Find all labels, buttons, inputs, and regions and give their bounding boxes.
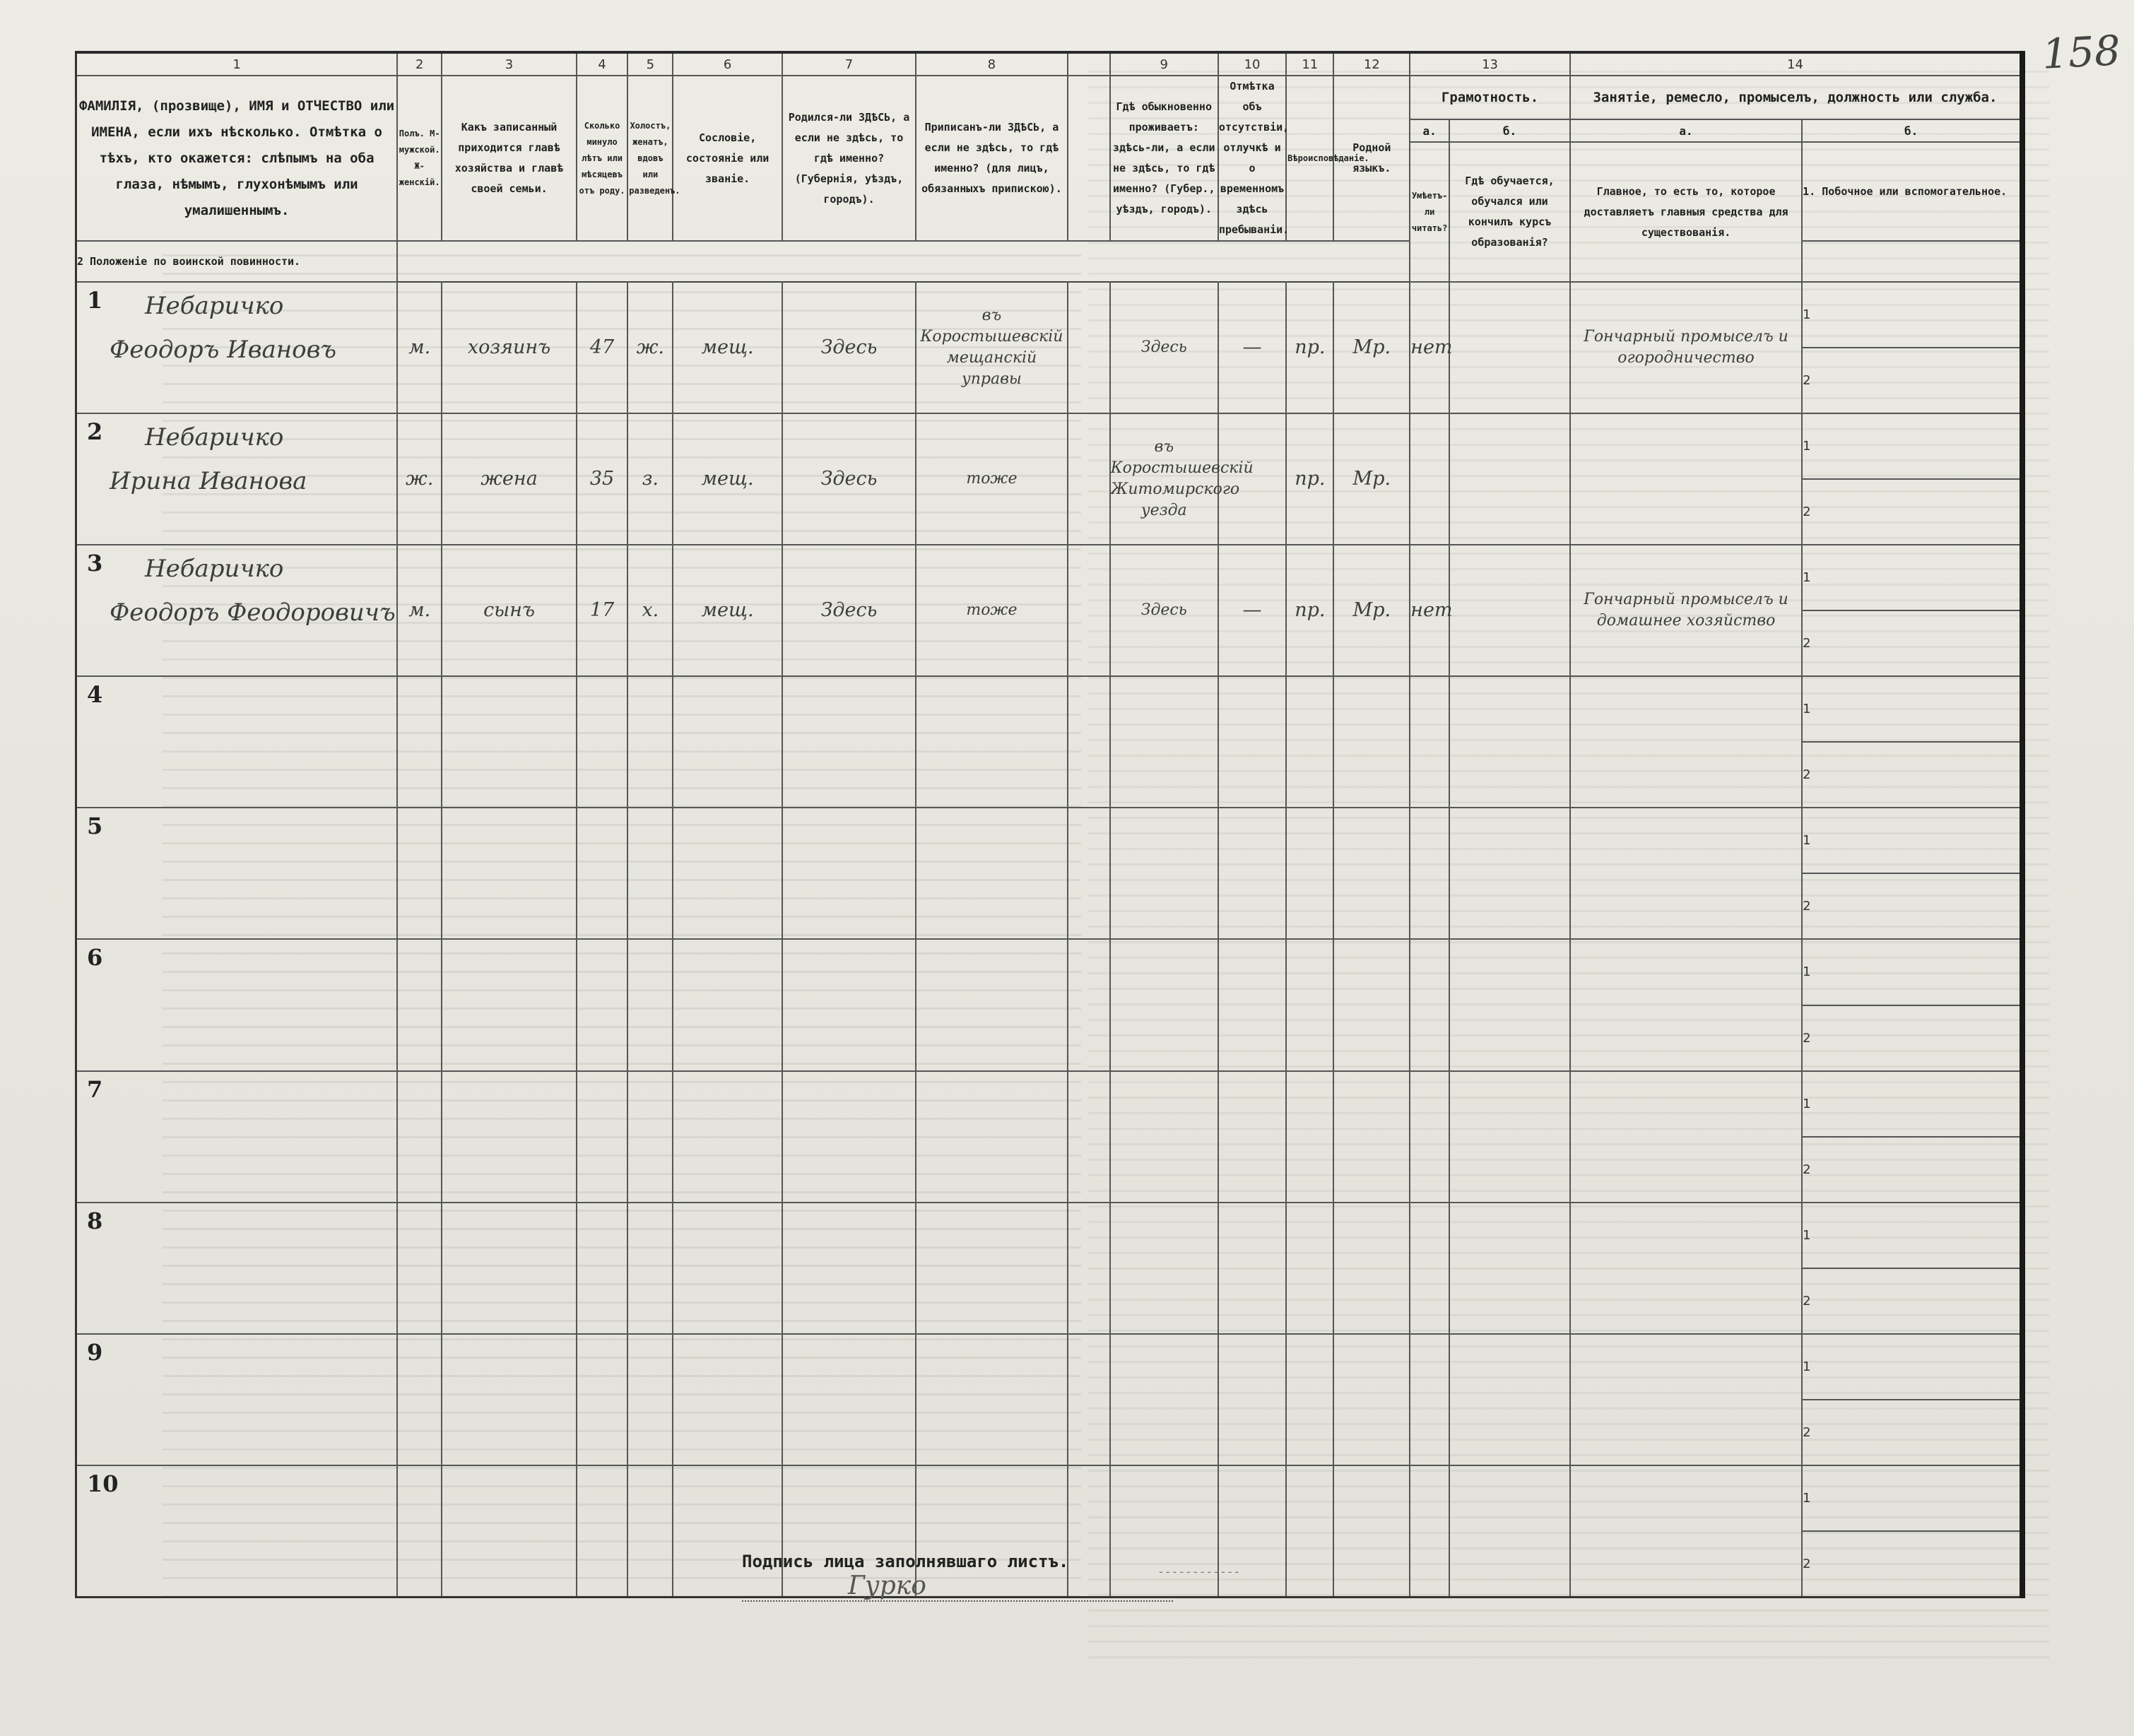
header-religion: Вѣроисповѣданіе.	[1286, 76, 1333, 241]
cell-secondary-occupation: 1	[1802, 676, 2022, 742]
cell-estate: мещ.	[673, 545, 782, 676]
cell-absence	[1218, 1071, 1286, 1203]
cell-military-status: 2	[1802, 348, 2022, 413]
cell-gap	[1068, 676, 1110, 808]
cell-name	[76, 282, 398, 413]
name-line-1	[95, 940, 396, 941]
cell-birthplace: Здесь	[782, 282, 916, 413]
cell-estate	[673, 1071, 782, 1203]
cell-estate: мещ.	[673, 413, 782, 545]
cell-can-read	[1410, 1465, 1449, 1598]
cell-age: 35	[577, 413, 627, 545]
cell-absence	[1218, 939, 1286, 1070]
table-row	[76, 1334, 2023, 1400]
name-line-2: Ирина Иванова	[110, 467, 307, 496]
cell-secondary-occupation: 1	[1802, 1334, 2022, 1400]
cell-can-read: нет	[1410, 545, 1449, 676]
cell-name	[76, 808, 398, 939]
cell-military-status: 2	[1802, 1005, 2022, 1071]
cell-name	[76, 1071, 398, 1203]
cell-education	[1449, 676, 1570, 808]
cell-registration	[916, 939, 1067, 1070]
cell-registration: тоже	[916, 545, 1067, 676]
cell-absence	[1218, 676, 1286, 808]
cell-main-occupation: Гончарный промыселъ и домашнее хозяйство	[1570, 545, 1802, 676]
cell-main-occupation	[1570, 1465, 1802, 1598]
colnum-5: 5	[627, 52, 673, 76]
cell-residence	[1110, 676, 1218, 808]
header-education: Гдѣ обучается, обучался или кончилъ курсъ образованія?	[1449, 142, 1570, 282]
cell-relation	[442, 939, 577, 1070]
cell-sex	[397, 1203, 442, 1334]
cell-age	[577, 1203, 627, 1334]
cell-main-occupation	[1570, 1334, 1802, 1465]
cell-language	[1333, 1203, 1410, 1334]
cell-relation	[442, 676, 577, 808]
name-line-2: Феодоръ Ивановъ	[110, 336, 337, 364]
cell-birthplace	[782, 1203, 916, 1334]
cell-gap	[1068, 1203, 1110, 1334]
header-sex: Полъ. М-мужской. Ж-женскій.	[397, 76, 442, 241]
signature-label: Подпись лица заполнявшаго листъ.	[742, 1552, 1069, 1571]
cell-military-status: 2	[1802, 1137, 2022, 1203]
row-number: 1	[87, 287, 103, 314]
cell-registration	[916, 1071, 1067, 1203]
cell-relation	[442, 1465, 577, 1598]
cell-secondary-occupation: 1	[1802, 808, 2022, 873]
name-line-1	[95, 677, 396, 678]
header-residence: Гдѣ обыкновенно проживаетъ: здѣсь-ли, а если не здѣсь, то гдѣ именно? (Губер., уѣздъ, городъ).	[1110, 76, 1218, 241]
cell-age	[577, 1334, 627, 1465]
table-row	[76, 1071, 2023, 1137]
colnum-8: 8	[916, 52, 1067, 76]
cell-age	[577, 808, 627, 939]
cell-language	[1333, 1465, 1410, 1598]
cell-estate	[673, 1203, 782, 1334]
header-secondary-occupation: 1. Побочное или вспомогательное.	[1802, 142, 2022, 241]
cell-absence: —	[1218, 545, 1286, 676]
cell-birthplace: Здесь	[782, 413, 916, 545]
cell-birthplace	[782, 808, 916, 939]
cell-education	[1449, 545, 1570, 676]
cell-main-occupation	[1570, 808, 1802, 939]
header-occupation-b-label: б.	[1802, 119, 2022, 142]
cell-education	[1449, 808, 1570, 939]
name-line-1	[95, 1335, 396, 1336]
cell-birthplace	[782, 1334, 916, 1465]
cell-estate	[673, 676, 782, 808]
cell-main-occupation	[1570, 676, 1802, 808]
name-line-2: Феодоръ Феодоровичъ	[110, 598, 396, 627]
cell-estate: мещ.	[673, 282, 782, 413]
row-number: 9	[87, 1338, 103, 1366]
footer-mark: ------------	[1159, 1565, 1242, 1578]
colnum-3: 3	[442, 52, 577, 76]
header-estate: Сословіе, состояніе или званіе.	[673, 76, 782, 241]
cell-religion: пр.	[1286, 413, 1333, 545]
cell-marital	[627, 676, 673, 808]
cell-education	[1449, 1203, 1570, 1334]
cell-sex	[397, 676, 442, 808]
cell-marital: з.	[627, 413, 673, 545]
table-row	[76, 808, 2023, 873]
colnum-9: 9	[1110, 52, 1218, 76]
cell-gap	[1068, 413, 1110, 545]
cell-birthplace	[782, 676, 916, 808]
cell-marital	[627, 808, 673, 939]
cell-can-read	[1410, 413, 1449, 545]
colnum-14: 14	[1570, 52, 2022, 76]
header-occupation: Занятіе, ремесло, промыселъ, должность или служба.	[1570, 76, 2022, 119]
cell-absence	[1218, 808, 1286, 939]
colnum-12: 12	[1333, 52, 1410, 76]
row-number: 10	[87, 1470, 119, 1497]
name-line-1: Небаричко	[145, 555, 284, 584]
cell-birthplace	[782, 1071, 916, 1203]
colnum-13: 13	[1410, 52, 1570, 76]
cell-gap	[1068, 1071, 1110, 1203]
cell-registration	[916, 1203, 1067, 1334]
cell-age	[577, 676, 627, 808]
cell-military-status: 2	[1802, 742, 2022, 808]
cell-registration: тоже	[916, 413, 1067, 545]
row-number: 4	[87, 681, 103, 709]
header-literacy: Грамотность.	[1410, 76, 1570, 119]
cell-residence	[1110, 1334, 1218, 1465]
header-language: Родной языкъ.	[1333, 76, 1410, 241]
signature-block	[742, 1552, 1194, 1602]
row-number: 5	[87, 813, 103, 840]
header-literacy-b-label: б.	[1449, 119, 1570, 142]
signature-value: Гурко	[742, 1571, 1173, 1602]
cell-language: Мр.	[1333, 545, 1410, 676]
cell-marital	[627, 1465, 673, 1598]
header-main-occupation: Главное, то есть то, которое доставляетъ главныя средства для существованія.	[1570, 142, 1802, 282]
header-military-status: 2 Положеніе по воинской повинности.	[76, 241, 398, 282]
cell-sex	[397, 808, 442, 939]
cell-can-read	[1410, 939, 1449, 1070]
cell-name	[76, 413, 398, 545]
cell-estate	[673, 939, 782, 1070]
sheet-number: 158	[2041, 26, 2122, 78]
cell-gap	[1068, 808, 1110, 939]
cell-education	[1449, 1071, 1570, 1203]
cell-education	[1449, 1334, 1570, 1465]
cell-age	[577, 939, 627, 1070]
name-line-1	[95, 808, 396, 810]
colnum-1: 1	[76, 52, 398, 76]
cell-can-read	[1410, 1334, 1449, 1465]
cell-education	[1449, 282, 1570, 413]
cell-estate	[673, 1334, 782, 1465]
cell-sex: ж.	[397, 413, 442, 545]
cell-can-read	[1410, 1071, 1449, 1203]
header-registration: Приписанъ-ли ЗДѢСЬ, а если не здѣсь, то гдѣ именно? (для лицъ, обязанныхъ припискою).	[916, 76, 1067, 241]
cell-main-occupation	[1570, 1203, 1802, 1334]
cell-sex	[397, 1334, 442, 1465]
colnum-7: 7	[782, 52, 916, 76]
cell-gap	[1068, 939, 1110, 1070]
cell-name	[76, 939, 398, 1070]
cell-military-status: 2	[1802, 873, 2022, 939]
cell-education	[1449, 413, 1570, 545]
header-relation: Какъ записанный приходится главѣ хозяйства и главѣ своей семьи.	[442, 76, 577, 241]
cell-secondary-occupation: 1	[1802, 1465, 2022, 1531]
header-age: Сколько минуло лѣтъ или мѣсяцевъ отъ роду.	[577, 76, 627, 241]
table-row	[76, 939, 2023, 1005]
cell-estate	[673, 808, 782, 939]
cell-residence: въ Коростышевскій Житомирского уезда	[1110, 413, 1218, 545]
cell-marital	[627, 1203, 673, 1334]
cell-age	[577, 1465, 627, 1598]
colnum-gap	[1068, 52, 1110, 76]
cell-gap	[1068, 282, 1110, 413]
cell-military-status: 2	[1802, 610, 2022, 676]
cell-name	[76, 1334, 398, 1465]
name-line-1	[95, 1466, 396, 1468]
cell-marital: х.	[627, 545, 673, 676]
cell-registration	[916, 676, 1067, 808]
row-number: 7	[87, 1075, 103, 1103]
cell-religion	[1286, 808, 1333, 939]
cell-religion	[1286, 1071, 1333, 1203]
cell-relation	[442, 1071, 577, 1203]
table-row	[76, 413, 2023, 479]
cell-language	[1333, 1334, 1410, 1465]
cell-language	[1333, 676, 1410, 808]
cell-sex	[397, 1071, 442, 1203]
cell-secondary-occupation: 1	[1802, 1071, 2022, 1137]
cell-main-occupation	[1570, 413, 1802, 545]
cell-main-occupation: Гончарный промыселъ и огородничество	[1570, 282, 1802, 413]
cell-residence	[1110, 939, 1218, 1070]
cell-language	[1333, 939, 1410, 1070]
cell-can-read	[1410, 676, 1449, 808]
cell-military-status: 2	[1802, 1531, 2022, 1598]
row-number: 6	[87, 944, 103, 972]
cell-absence: —	[1218, 282, 1286, 413]
cell-sex	[397, 1465, 442, 1598]
cell-religion	[1286, 676, 1333, 808]
cell-name	[76, 1203, 398, 1334]
cell-registration	[916, 1334, 1067, 1465]
cell-residence: Здесь	[1110, 545, 1218, 676]
cell-relation	[442, 1203, 577, 1334]
census-table	[75, 51, 2025, 1598]
header-name: ФАМИЛІЯ, (прозвище), ИМЯ и ОТЧЕСТВО или ИМЕНА, если ихъ нѣсколько. Отмѣтка о тѣхъ, кто окажется: слѣпымъ на оба глаза, нѣмымъ, глухонѣмымъ или умалишеннымъ.	[76, 76, 398, 241]
cell-religion: пр.	[1286, 282, 1333, 413]
cell-secondary-occupation: 1	[1802, 1203, 2022, 1268]
cell-name	[76, 545, 398, 676]
cell-main-occupation	[1570, 939, 1802, 1070]
cell-relation	[442, 808, 577, 939]
cell-marital	[627, 1071, 673, 1203]
cell-name	[76, 676, 398, 808]
header-can-read: Умѣетъ-ли читать?	[1410, 142, 1449, 282]
cell-residence	[1110, 808, 1218, 939]
header-literacy-a-label: а.	[1410, 119, 1449, 142]
table-row	[76, 1465, 2023, 1531]
cell-secondary-occupation: 1	[1802, 413, 2022, 479]
cell-sex: м.	[397, 282, 442, 413]
cell-religion	[1286, 1465, 1333, 1598]
cell-main-occupation	[1570, 1071, 1802, 1203]
cell-can-read	[1410, 1203, 1449, 1334]
cell-residence	[1110, 1203, 1218, 1334]
cell-language	[1333, 1071, 1410, 1203]
cell-absence	[1218, 413, 1286, 545]
cell-military-status: 2	[1802, 479, 2022, 545]
cell-relation: сынъ	[442, 545, 577, 676]
colnum-6: 6	[673, 52, 782, 76]
cell-age	[577, 1071, 627, 1203]
cell-can-read	[1410, 808, 1449, 939]
row-number: 2	[87, 418, 103, 446]
cell-gap	[1068, 1334, 1110, 1465]
colnum-4: 4	[577, 52, 627, 76]
cell-marital	[627, 1334, 673, 1465]
cell-religion	[1286, 939, 1333, 1070]
cell-language: Мр.	[1333, 282, 1410, 413]
header-row-1	[76, 76, 2023, 119]
cell-secondary-occupation: 1	[1802, 545, 2022, 610]
table-row	[76, 1203, 2023, 1268]
cell-sex: м.	[397, 545, 442, 676]
cell-religion	[1286, 1203, 1333, 1334]
name-line-1	[95, 1072, 396, 1073]
cell-relation	[442, 1334, 577, 1465]
cell-military-status: 2	[1802, 1268, 2022, 1334]
name-line-1: Небаричко	[145, 423, 284, 452]
colnum-11: 11	[1286, 52, 1333, 76]
header-birthplace: Родился-ли ЗДѢСЬ, а если не здѣсь, то гдѣ именно? (Губернія, уѣздъ, городъ).	[782, 76, 916, 241]
cell-education	[1449, 939, 1570, 1070]
cell-gap	[1068, 545, 1110, 676]
cell-residence: Здесь	[1110, 282, 1218, 413]
colnum-2: 2	[397, 52, 442, 76]
cell-relation: жена	[442, 413, 577, 545]
cell-registration: въ Коростышевскій мещанскій управы	[916, 282, 1067, 413]
cell-language	[1333, 808, 1410, 939]
cell-absence	[1218, 1334, 1286, 1465]
cell-sex	[397, 939, 442, 1070]
cell-education	[1449, 1465, 1570, 1598]
header-marital: Холостъ, женатъ, вдовъ или разведенъ.	[627, 76, 673, 241]
cell-residence	[1110, 1071, 1218, 1203]
cell-birthplace: Здесь	[782, 545, 916, 676]
cell-absence	[1218, 1203, 1286, 1334]
table-row	[76, 282, 2023, 348]
cell-language: Мр.	[1333, 413, 1410, 545]
cell-can-read: нет	[1410, 282, 1449, 413]
name-line-1	[95, 1203, 396, 1205]
cell-registration	[916, 808, 1067, 939]
table-row	[76, 545, 2023, 610]
cell-secondary-occupation: 1	[1802, 939, 2022, 1005]
cell-age: 47	[577, 282, 627, 413]
row-number: 3	[87, 550, 103, 577]
header-absence: Отмѣтка объ отсутствіи, отлучкѣ и о временномъ здѣсь пребываніи.	[1218, 76, 1286, 241]
cell-marital: ж.	[627, 282, 673, 413]
header-gap	[1068, 76, 1110, 241]
cell-birthplace	[782, 939, 916, 1070]
table-row	[76, 676, 2023, 742]
cell-religion: пр.	[1286, 545, 1333, 676]
cell-relation: хозяинъ	[442, 282, 577, 413]
colnum-10: 10	[1218, 52, 1286, 76]
cell-religion	[1286, 1334, 1333, 1465]
header-occupation-a-label: а.	[1570, 119, 1802, 142]
cell-marital	[627, 939, 673, 1070]
cell-military-status: 2	[1802, 1400, 2022, 1465]
cell-secondary-occupation: 1	[1802, 282, 2022, 348]
name-line-1: Небаричко	[145, 292, 284, 320]
column-number-row	[76, 52, 2023, 76]
cell-name	[76, 1465, 398, 1598]
cell-age: 17	[577, 545, 627, 676]
row-number: 8	[87, 1207, 103, 1234]
